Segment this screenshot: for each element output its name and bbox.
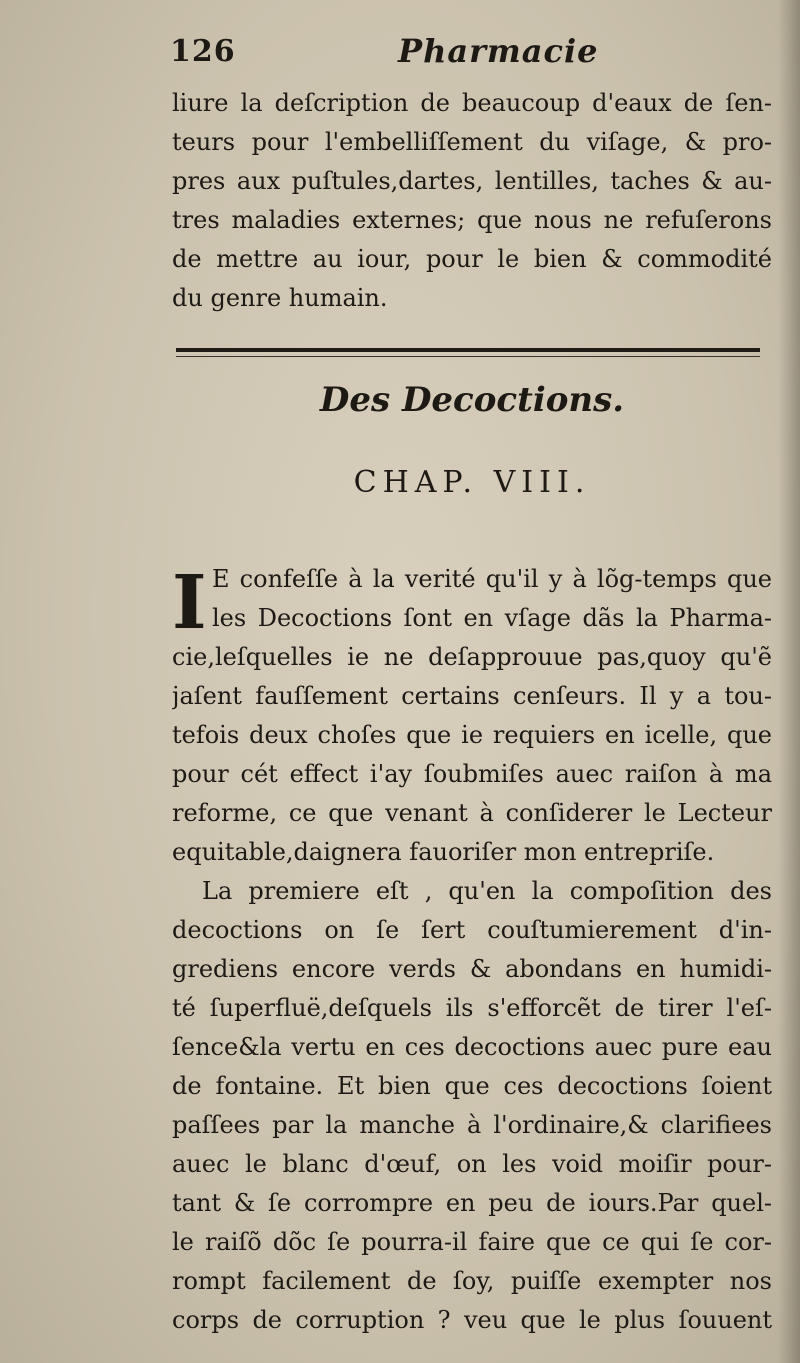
text-line: de mettre au iour, pour le bien & commodité bbox=[172, 245, 772, 273]
chapter-label: CHAP. VIII. bbox=[353, 465, 591, 500]
text-line: liure la deſcription de beaucoup d'eaux de ſen- bbox=[172, 89, 772, 117]
text-line: cie,leſquelles ie ne deſapprouue pas,quoy qu'ẽ bbox=[172, 643, 772, 671]
text-line: de fontaine. Et bien que ces decoctions ſoient bbox=[172, 1072, 772, 1100]
text-line: le raiſõ dõc ſe pourra-il faire que ce qui ſe cor- bbox=[172, 1228, 772, 1256]
text-line: jaſent fauſſement certains cenſeurs. Il y a tou- bbox=[172, 682, 772, 710]
text-line: tant & ſe corrompre en peu de iours.Par quel- bbox=[172, 1189, 772, 1217]
text-line: tres maladies externes; que nous ne refuſerons bbox=[172, 206, 772, 234]
text-line: du genre humain. bbox=[172, 284, 388, 312]
section-title: Des Decoctions. bbox=[319, 380, 625, 420]
page-header bbox=[170, 18, 770, 74]
body-paragraphs bbox=[172, 560, 772, 1340]
text-line: La premiere eſt , qu'en la compoſition des bbox=[202, 877, 772, 905]
running-head: Pharmacie bbox=[398, 32, 599, 70]
text-line: rompt facilement de ſoy, puiſſe exempter nos bbox=[172, 1267, 772, 1295]
text-line: pres aux puſtules,dartes, lentilles, taches & au- bbox=[172, 167, 772, 195]
text-line: auec le blanc d'œuf, on les void moiſir pour- bbox=[172, 1150, 772, 1178]
section-divider-thin bbox=[176, 356, 760, 357]
text-line: decoctions on ſe ſert couſtumierement d'in- bbox=[172, 916, 772, 944]
text-line: paſſees par la manche à l'ordinaire,& clarifiees bbox=[172, 1111, 772, 1139]
text-line: reforme, ce que venant à conſiderer le Lecteur bbox=[172, 799, 772, 827]
text-line: pour cét effect i'ay ſoubmiſes auec raiſon à ma bbox=[172, 760, 772, 788]
text-line: tefois deux choſes que ie requiers en icelle, que bbox=[172, 721, 772, 749]
text-line: les Decoctions ſont en vſage dãs la Pharma- bbox=[212, 604, 772, 632]
text-line: E confeſſe à la verité qu'il y à lõg-temps que bbox=[212, 565, 772, 593]
drop-cap: I bbox=[172, 560, 207, 646]
text-line: grediens encore verds & abondans en humidi- bbox=[172, 955, 772, 983]
text-line: corps de corruption ? veu que le plus ſouuent bbox=[172, 1306, 772, 1334]
text-line: equitable,daignera fauoriſer mon entrepriſe. bbox=[172, 838, 715, 866]
text-line: teurs pour l'embelliſſement du viſage, & pro- bbox=[172, 128, 772, 156]
section-divider bbox=[176, 348, 760, 352]
page-number: 126 bbox=[170, 34, 236, 69]
intro-paragraph bbox=[172, 84, 772, 318]
text-line: ſence&la vertu en ces decoctions auec pure eau bbox=[172, 1033, 772, 1061]
text-line: té ſuperfluë,deſquels ils s'efforcẽt de tirer l'eſ- bbox=[172, 994, 772, 1022]
